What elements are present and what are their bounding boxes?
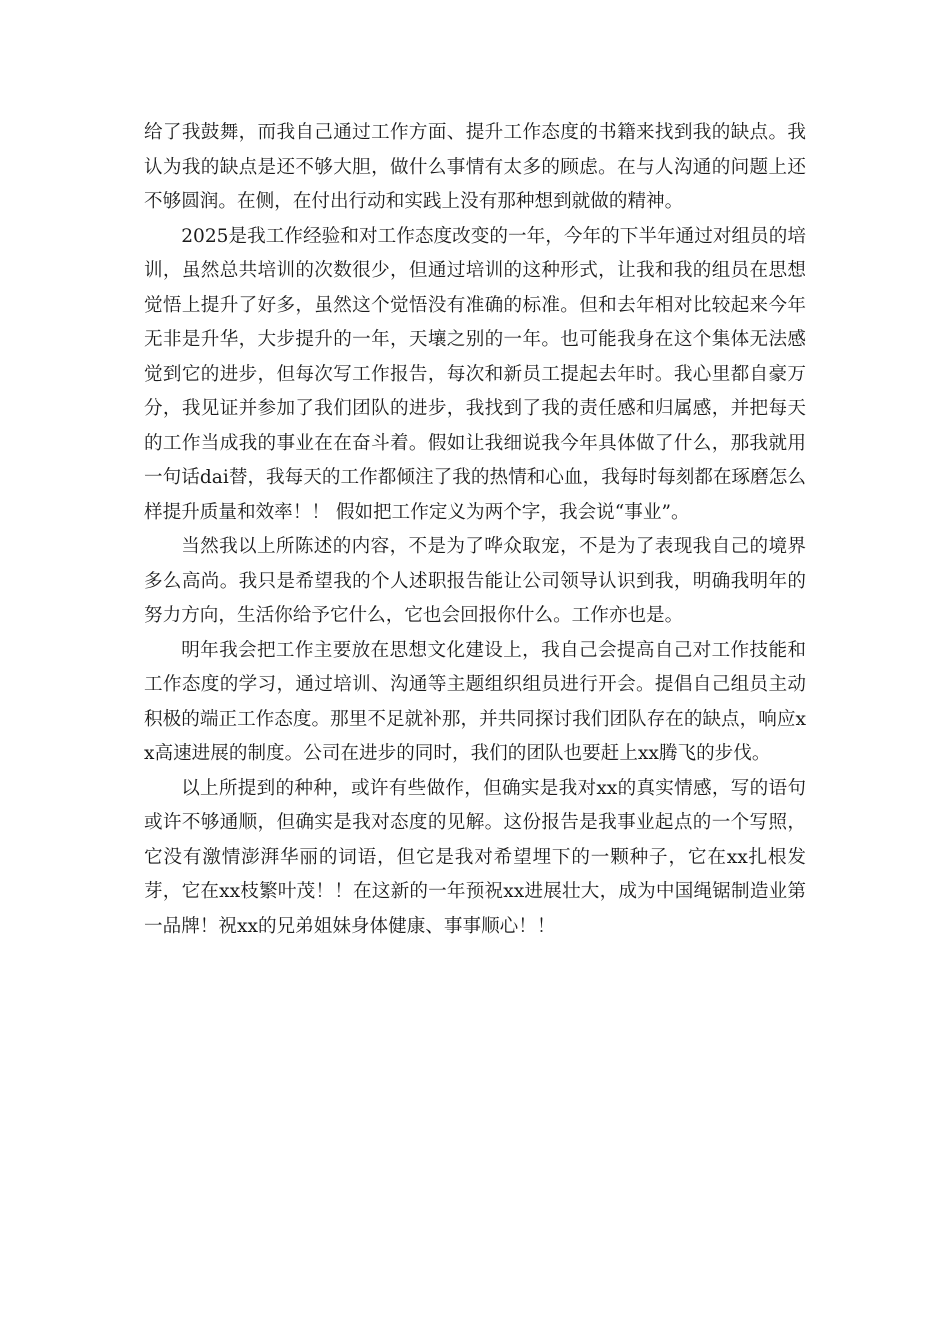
paragraph-closing: 以上所提到的种种，或许有些做作，但确实是我对xx的真实情感，写的语句或许不够通顺，但确实是我对态度的见解。这份报告是我事业起点的一个写照，它没有激情澎湃华丽的词语，但它是我对希望埋下的一颗种子，它在xx扎根发芽，它在xx枝繁叶茂！！在这新的一年预祝xx进展壮大，成为中国绳锯制造业第一品牌！祝xx的兄弟姐妹身体健康、事事顺心！！ (144, 777, 806, 937)
document-body (144, 116, 806, 944)
paragraph-statement-purpose: 当然我以上所陈述的内容，不是为了哗众取宠，不是为了表现我自己的境界多么高尚。我只是希望我的个人述职报告能让公司领导认识到我，明确我明年的努力方向，生活你给予它什么，它也会回报你什么。工作亦也是。 (144, 536, 806, 626)
paragraph-next-year-plan: 明年我会把工作主要放在思想文化建设上，我自己会提高自己对工作技能和工作态度的学习，通过培训、沟通等主题组织组员进行开会。提倡自己组员主动积极的端正工作态度。那里不足就补那，并共同探讨我们团队存在的缺点，响应xx高速进展的制度。公司在进步的同时，我们的团队也要赶上xx腾飞的步伐。 (144, 639, 806, 764)
paragraph-work-experience: 2025是我工作经验和对工作态度改变的一年，今年的下半年通过对组员的培训，虽然总共培训的次数很少，但通过培训的这种形式，让我和我的组员在思想觉悟上提升了好多，虽然这个觉悟没有准确的标准。但和去年相对比较起来今年无非是升华，大步提升的一年，天壤之别的一年。也可能我身在这个集体无法感觉到它的进步，但每次写工作报告，每次和新员工提起去年时。我心里都自豪万分，我见证并参加了我们团队的进步，我找到了我的责任感和归属感，并把每天的工作当成我的事业在在奋斗着。假如让我细说我今年具体做了什么，那我就用一句话dai替，我每天的工作都倾注了我的热情和心血，我每时每刻都在琢磨怎么样提升质量和效率！！ 假如把工作定义为两个字，我会说“事业”。 (144, 225, 806, 523)
paragraph-continuation: 给了我鼓舞，而我自己通过工作方面、提升工作态度的书籍来找到我的缺点。我认为我的缺点是还不够大胆，做什么事情有太多的顾虑。在与人沟通的问题上还不够圆润。在侧，在付出行动和实践上没有那种想到就做的精神。 (144, 122, 806, 212)
